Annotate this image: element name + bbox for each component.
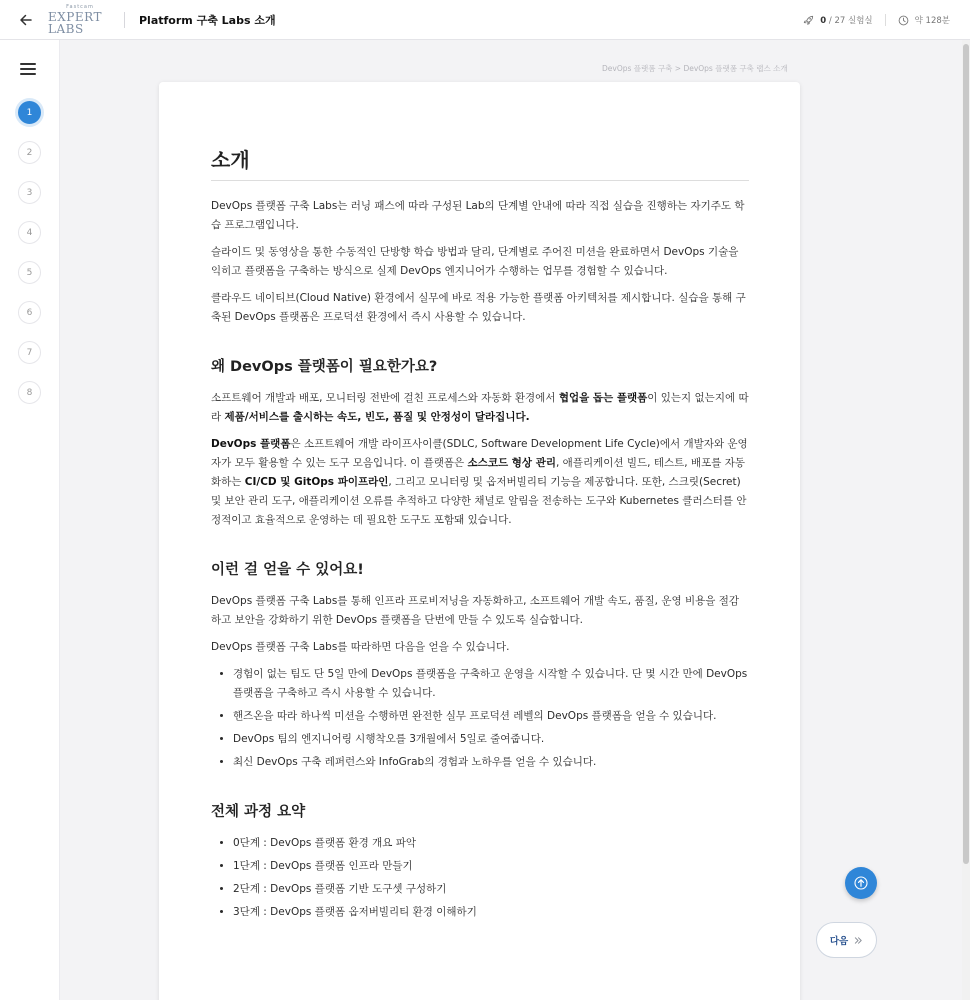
page-scrollbar[interactable]: [962, 40, 970, 1000]
gain-paragraph-2: DevOps 플랫폼 구축 Labs를 따라하면 다음을 얻을 수 있습니다.: [211, 641, 510, 653]
list-item: • 최신 DevOps 구축 레퍼런스와 InfoGrab의 경험과 노하우를 얻을 수 있습니다.: [233, 753, 749, 772]
logo-text: EXPERT LABS: [48, 9, 102, 36]
intro-paragraph-3: 클라우드 네이티브(Cloud Native) 환경에서 실무에 바로 적용 가능한 플랫폼 아키텍처를 제시합니다. 실습을 통해 구축된 DevOps 플랫폼은 프로덕션 환경에서 즉시 사용할 수 있습니다.: [211, 292, 746, 323]
duration-meta: [898, 14, 950, 26]
arrow-up-icon: [854, 876, 868, 890]
next-button[interactable]: [816, 922, 877, 958]
step-6[interactable]: 6: [18, 301, 41, 324]
step-7[interactable]: 7: [18, 341, 41, 364]
meta-separator: [885, 14, 886, 26]
step-5[interactable]: 5: [18, 261, 41, 284]
top-header: [0, 0, 970, 40]
expert-labs-logo[interactable]: [48, 5, 112, 35]
list-item: • 0단계 : DevOps 플랫폼 환경 개요 파악: [233, 834, 749, 853]
step-2[interactable]: 2: [18, 141, 41, 164]
header-meta: [803, 0, 950, 40]
step-8[interactable]: 8: [18, 381, 41, 404]
list-item: • DevOps 팀의 엔지니어링 시행착오를 3개월에서 5일로 줄여줍니다.: [233, 730, 749, 749]
next-button-label: 다음: [829, 936, 849, 947]
duration-text: 약 128분: [914, 16, 950, 26]
double-chevron-right-icon: [854, 936, 863, 945]
intro-paragraph-1: DevOps 플랫폼 구축 Labs는 러닝 패스에 따라 구성된 Lab의 단계별 안내에 따라 직접 실습을 진행하는 자기주도 학습 프로그램입니다.: [211, 200, 745, 231]
step-4[interactable]: 4: [18, 221, 41, 244]
list-item: • 핸즈온을 따라 하나씩 미션을 수행하면 완전한 실무 프로덕션 레벨의 DevOps 플랫폼을 얻을 수 있습니다.: [233, 707, 749, 726]
arrow-left-icon: [19, 13, 33, 27]
step-1[interactable]: 1: [18, 101, 41, 124]
summary-list: [211, 834, 749, 922]
gain-list: [211, 665, 749, 772]
list-item: • 3단계 : DevOps 플랫폼 옵저버빌리티 환경 이해하기: [233, 903, 749, 922]
progress-count: 0: [820, 16, 827, 26]
scroll-to-top-button[interactable]: [845, 867, 877, 899]
step-sidebar: [0, 40, 60, 1000]
page-header-title: Platform 구축 Labs 소개: [139, 13, 276, 27]
list-item: • 2단계 : DevOps 플랫폼 기반 도구셋 구성하기: [233, 880, 749, 899]
section-heading-why: 왜 DevOps 플랫폼이 필요한가요?: [211, 359, 438, 375]
page-title: 소개: [211, 148, 749, 181]
breadcrumb: DevOps 플랫폼 구축 > DevOps 플랫폼 구축 랩스 소개: [602, 64, 788, 73]
header-divider: [124, 12, 125, 28]
list-item: • 1단계 : DevOps 플랫폼 인프라 만들기: [233, 857, 749, 876]
rocket-icon: [803, 15, 814, 26]
step-3[interactable]: 3: [18, 181, 41, 204]
list-item: • 경험이 없는 팀도 단 5일 만에 DevOps 플랫폼을 구축하고 운영을 시작할 수 있습니다. 단 몇 시간 만에 DevOps 플랫폼을 구축하고 즉시 사용할 수 있습니다.: [233, 665, 749, 703]
gain-paragraph-1: DevOps 플랫폼 구축 Labs를 통해 인프라 프로비저닝을 자동화하고, 소프트웨어 개발 속도, 품질, 운영 비용을 절감하고 보안을 강화하기 위한 DevOps 플랫폼을 단번에 만들 수 있도록 실습합니다.: [211, 595, 740, 626]
hamburger-menu-icon[interactable]: [20, 62, 38, 76]
intro-paragraph-2: 슬라이드 및 동영상을 통한 수동적인 단방향 학습 방법과 달리, 단계별로 주어진 미션을 완료하면서 DevOps 기술을 익히고 플랫폼을 구축하는 방식으로 실제 DevOps 엔지니어가 수행하는 업무를 경험할 수 있습니다.: [211, 246, 739, 277]
progress-meta: [803, 14, 872, 26]
section-heading-summary: 전체 과정 요약: [211, 804, 306, 820]
content-card: [159, 82, 800, 1000]
logo-small-text: Fastcam: [66, 3, 94, 10]
scrollbar-thumb[interactable]: [963, 44, 969, 864]
progress-total: / 27 실험실: [828, 16, 873, 26]
back-button[interactable]: [6, 0, 46, 40]
clock-icon: [898, 15, 909, 26]
article: [211, 148, 749, 928]
why-paragraph-1: 소프트웨어 개발과 배포, 모니터링 전반에 걸친 프로세스와 자동화 환경에서 협업을 돕는 플랫폼이 있는지 없는지에 따라 제품/서비스를 출시하는 속도, 빈도, 품질 및 안정성이 달라집니다.: [211, 392, 749, 423]
section-heading-gain: 이런 걸 얻을 수 있어요!: [211, 562, 364, 578]
why-paragraph-2: DevOps 플랫폼은 소프트웨어 개발 라이프사이클(SDLC, Software Development Life Cycle)에서 개발자와 운영자가 모두 활용할 수 있는 도구 모음입니다. 이 플랫폼은 소스코드 형상 관리, 애플리케이션 빌드, 테스트, 배포를 자동화하는 CI/CD 및 GitOps 파이프라인, 그리고 모니터링 및 옵저버빌리티 기능을 제공합니다. 또한, 스크릿(Secret) 및 보안 관리 도구, 애플리케이션 오류를 추적하고 다양한 채널로 알림을 전송하는 도구와 Kubernetes 클러스터를 안정적이고 효율적으로 운영하는 데 필요한 도구도 포함돼 있습니다.: [211, 438, 748, 526]
